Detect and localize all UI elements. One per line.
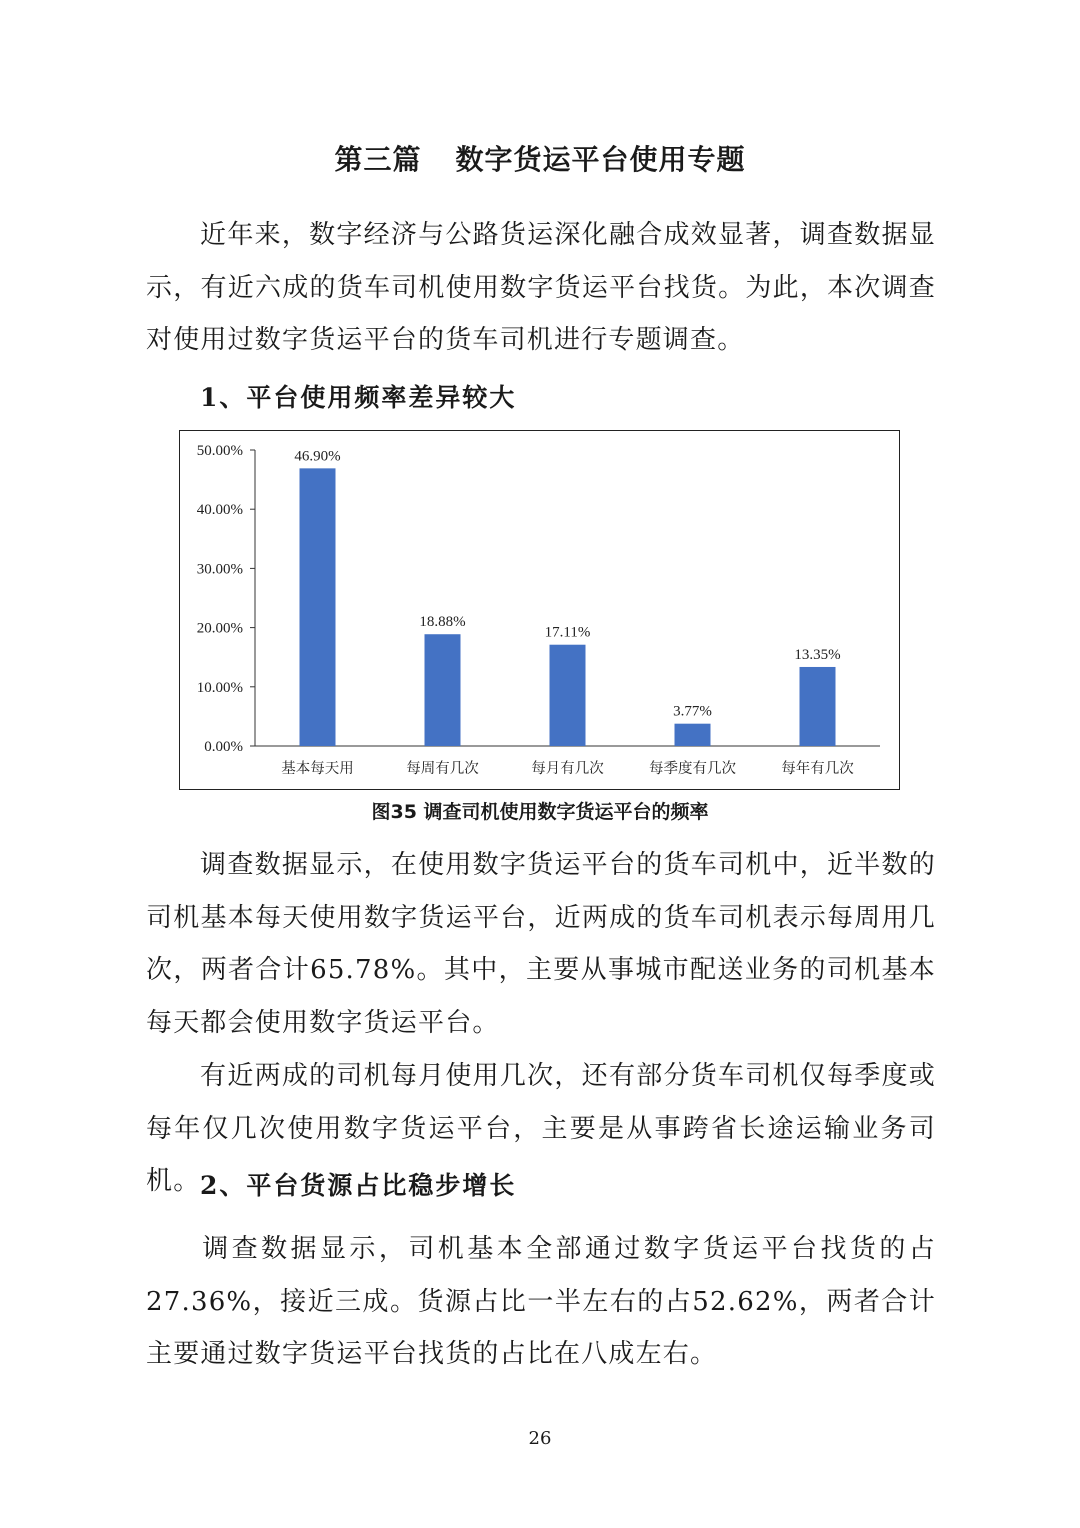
y-tick-label: 0.00% bbox=[204, 739, 243, 755]
section-title-part1: 第三篇 bbox=[334, 143, 422, 176]
y-tick-label: 30.00% bbox=[196, 561, 243, 578]
bar bbox=[300, 468, 336, 746]
bar-value-label: 17.11% bbox=[544, 624, 591, 641]
paragraph-2-text: 调查数据显示，在使用数字货运平台的货车司机中，近半数的司机基本每天使用数字货运平台，近两成的货车司机表示每周用几次，两者合计65.78%。其中，主要从事城市配送业务的司机基本每天都会使用数字货运平台。 bbox=[146, 850, 936, 1038]
paragraph-4-text: 调查数据显示，司机基本全部通过数字货运平台找货的占27.36%，接近三成。货源占比一半左右的占52.62%，两者合计主要通过数字货运平台找货的占比在八成左右。 bbox=[146, 1234, 936, 1369]
bar-chart bbox=[179, 430, 900, 790]
bar bbox=[800, 667, 836, 746]
section-title-part2: 数字货运平台使用专题 bbox=[455, 143, 746, 176]
heading-usage-frequency: 1、平台使用频率差异较大 bbox=[200, 383, 517, 412]
x-category-label: 每年有几次 bbox=[781, 761, 854, 777]
paragraph-3-text: 有近两成的司机每月使用几次，还有部分货车司机仅每季度或每年仅几次使用数字货运平台，主要是从事跨省长途运输业务司机。 bbox=[146, 1061, 936, 1196]
y-tick-label: 20.00% bbox=[196, 620, 243, 637]
y-tick-label: 50.00% bbox=[196, 443, 243, 459]
x-category-label: 每季度有几次 bbox=[649, 761, 736, 777]
x-category-label: 每周有几次 bbox=[406, 761, 479, 777]
bar-value-label: 13.35% bbox=[794, 646, 841, 663]
x-category-label: 每月有几次 bbox=[531, 761, 604, 777]
bar-value-label: 46.90% bbox=[294, 448, 341, 465]
bar bbox=[550, 645, 586, 746]
section-title bbox=[0, 138, 1080, 178]
intro-paragraph bbox=[146, 209, 936, 367]
bar-value-label: 18.88% bbox=[419, 614, 466, 631]
figure-caption: 图35 调查司机使用数字货运平台的频率 bbox=[371, 801, 709, 823]
paragraph-2 bbox=[146, 839, 936, 1049]
page-number: 26 bbox=[528, 1428, 552, 1449]
bar bbox=[425, 634, 461, 746]
bar-value-label: 3.77% bbox=[673, 703, 712, 720]
paragraph-4 bbox=[146, 1223, 936, 1381]
y-tick-label: 40.00% bbox=[196, 502, 243, 519]
chart-svg bbox=[180, 431, 898, 788]
bar bbox=[675, 724, 711, 746]
heading-source-share: 2、平台货源占比稳步增长 bbox=[200, 1171, 517, 1200]
y-tick-label: 10.00% bbox=[196, 679, 243, 696]
intro-text: 近年来，数字经济与公路货运深化融合成效显著，调查数据显示，有近六成的货车司机使用数字货运平台找货。为此，本次调查对使用过数字货运平台的货车司机进行专题调查。 bbox=[146, 220, 936, 355]
x-category-label: 基本每天用 bbox=[281, 761, 354, 777]
